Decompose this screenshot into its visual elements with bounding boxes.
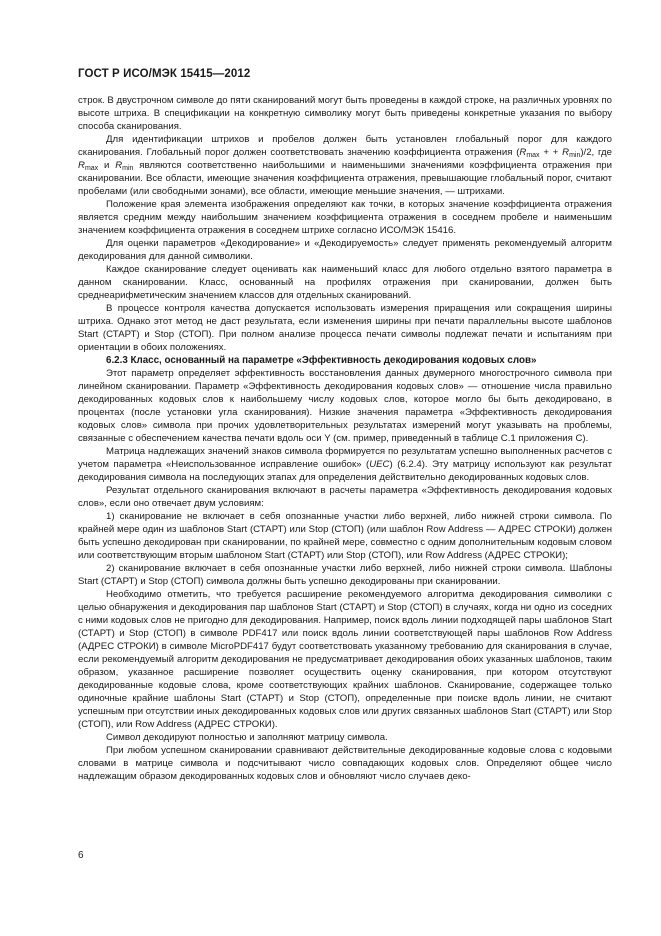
paragraph: Результат отдельного сканирования включают в расчеты параметра «Эффективность декодирования кодовых слов», если оно отвечает двум условиям:	[78, 485, 612, 509]
paragraph: При любом успешном сканировании сравнивают действительные декодированные кодовые слова с кодовыми словами в матрице символа и подсчитывают число совпадающих кодовых слов. Определяют общее число надлежащим образом декодированных кодовых слов и обновляют число случаев деко-	[78, 745, 612, 782]
page-number: 6	[78, 850, 84, 861]
list-item: 1) сканирование не включает в себя опознанные участки либо верхней, либо нижней строки символа. По крайней мере один из шаблонов Start (СТАРТ) или Stop (СТОП) (или шаблон Row Address — АДРЕС СТРОКИ) должен быть успешно декодирован при сканировании, по крайней мере, совместно с одним дополнительным кодовым словом или соответствующим вторым шаблоном Start (СТАРТ) или Stop (СТОП), или Row Address (АДРЕС СТРОКИ);	[78, 511, 612, 561]
paragraph: Для оценки параметров «Декодирование» и «Декодируемость» следует применять рекомендуемый алгоритм декодирования для данной символики.	[78, 238, 612, 262]
section-heading: 6.2.3 Класс, основанный на параметре «Эффективность декодирования кодовых слов»	[106, 355, 537, 366]
paragraph: В процессе контроля качества допускается использовать измерения приращения или сокращения ширины штриха. Однако этот метод не даст результата, если изменения ширины при печати параллельны высоте шаблонов Start (СТАРТ) и Stop (СТОП). При полном анализе процесса печати символы подлежат печати и испытаниям при ориентации в обоих положениях.	[78, 303, 612, 353]
paragraph: строк. В двустрочном символе до пяти сканирований могут быть проведены в каждой строке, на различных уровнях по высоте штриха. В спецификации на конкретную символику могут быть приведены конкретные указания по выбору способа сканирования.	[78, 95, 612, 132]
paragraph: Положение края элемента изображения определяют как точки, в которых значение коэффициента отражения является средним между наибольшим значением коэффициента отражения в соседнем пробеле и наименьшим значением коэффициента отражения в соседнем штрихе согласно ИСО/МЭК 15416.	[78, 199, 612, 236]
paragraph: Каждое сканирование следует оценивать как наименьший класс для любого отдельно взятого параметра в данном сканировании. Класс, основанный на профилях отражения при сканировании, должен быть среднеарифметическим значением классов для отдельных сканирований.	[78, 264, 612, 301]
page-header: ГОСТ Р ИСО/МЭК 15415—2012	[78, 68, 251, 80]
paragraph: Необходимо отметить, что требуется расширение рекомендуемого алгоритма декодирования символики с целью обнаружения и декодирования пар шаблонов Start (СТАРТ) и Stop (СТОП) в случаях, когда ни одно из соседних с ними кодовых слов не пригодно для декодирования. Например, поиск вдоль линии подходящей пары шаблонов Start (СТАРТ) и Stop (СТОП) в символе PDF417 или поиск вдоль линии соответствующей пары шаблонов Row Address (АДРЕС СТРОКИ) в символе MicroPDF417 будут соответствовать указанному требованию для сканирования в случае, если рекомендуемый алгоритм декодирования не предусматривает декодирования обоих указанных шаблонов, таким образом, указанное расширение позволяет осуществить оценку сканирования, при котором отсутствуют декодированные кодовые слова, кроме соответствующих крайних шаблонов. Сканирование, содержащее только одиночные крайние шаблоны Start (СТАРТ) и Stop (СТОП), определенные при поиске вдоль линии, не считают успешным при отсутствии иных декодированных кодовых слов или других связанных шаблонов Start (СТАРТ) или Stop (СТОП), или Row Address (АДРЕС СТРОКИ).	[78, 589, 612, 730]
paragraph: Символ декодируют полностью и заполняют матрицу символа.	[106, 732, 388, 743]
paragraph-threshold: Для идентификации штрихов и пробелов должен быть установлен глобальный порог для каждого сканирования. Глобальный порог должен соответствовать значению коэффициента отражения ($R_{max}$ + + $R_{min})/2$, где $R_{max}$ и $R_{min}$ являются соответственно наибольшими и наименьшими значениями коэффициента отражения при сканировании. Все области, имеющие значения коэффициента отражения, превышающие глобальный порог, считают пробелами (или свободными зонами), все области, имеющие меньшие значения, — штрихами.	[78, 134, 612, 197]
document-body	[78, 94, 612, 783]
paragraph-matrix: Матрица надлежащих значений знаков символа формируется по результатам успешно выполненных расчетов с учетом параметра «Неиспользованное исправление ошибок» (UEC) (6.2.4). Эту матрицу используют как результат декодирования символа на последующих этапах для определения действительно декодированных кодовых слов.	[78, 446, 612, 483]
list-item: 2) сканирование включает в себя опознанные участки либо верхней, либо нижней строки символа. Шаблоны Start (СТАРТ) и Stop (СТОП) символа должны быть успешно декодированы при сканировании.	[78, 563, 612, 587]
paragraph: Этот параметр определяет эффективность восстановления данных двумерного многострочного символа при линейном сканировании. Параметр «Эффективность декодирования кодовых слов» — отношение числа правильно декодированных кодовых слов к наибольшему числу кодовых слов, которое могло бы быть декодировано, в процентах (после установки угла сканирования). Низкие значения параметра «Эффективность декодирования кодовых слов» символа при прочих удовлетворительных результатах измерений могут указывать на проблемы, связанные с обеспечением качества печати вдоль оси Y (см. пример, приведенный в таблице С.1 приложения С).	[78, 368, 612, 444]
